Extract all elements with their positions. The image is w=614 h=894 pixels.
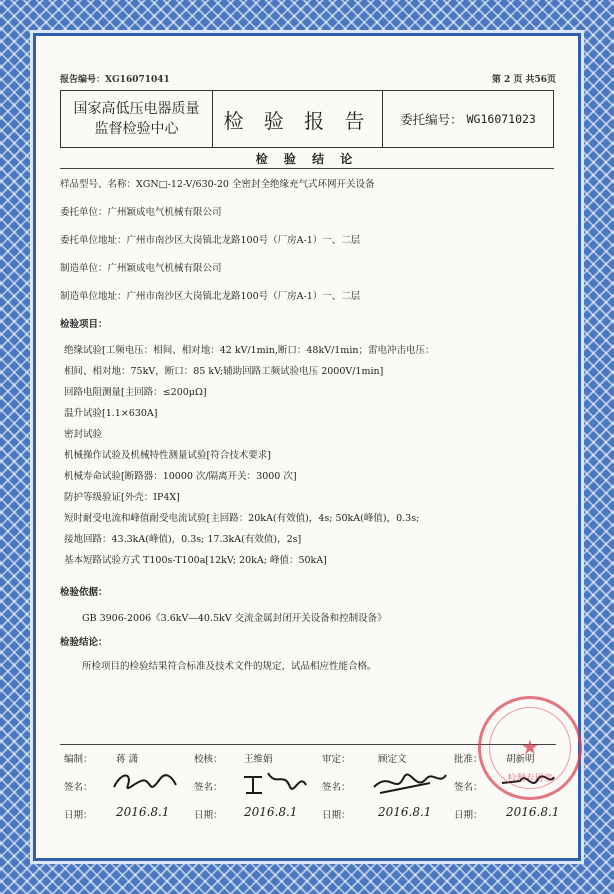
page-info: 第 2 页 共56页 — [491, 75, 556, 85]
reviewed-label: 审定： — [322, 754, 351, 765]
basis-label: 检验依据： — [60, 587, 108, 598]
sign-label: 签名： — [454, 782, 483, 793]
date-label: 日期： — [64, 810, 93, 821]
client: 委托单位：广州颖成电气机械有限公司 — [60, 207, 222, 218]
result-text: 所检项目的检验结果符合标准及技术文件的规定，试品相应性能合格。 — [82, 661, 377, 672]
date-approved: 2016.8.1 — [506, 805, 560, 819]
org-name: 国家高低压电器质量 监督检验中心 — [61, 91, 213, 147]
signature-reviewed — [370, 765, 450, 797]
test-item: 密封试验 — [64, 429, 103, 440]
test-item: 回路电阻测量[主回路：≤200μΩ] — [64, 387, 207, 398]
date-label: 日期： — [322, 810, 351, 821]
prepared-label: 编制： — [64, 754, 93, 765]
sign-label: 签名： — [64, 782, 93, 793]
report-page — [36, 36, 578, 858]
test-item: 防护等级验证[外壳：IP4X] — [64, 492, 180, 503]
sign-label: 签名： — [322, 782, 351, 793]
reviewed-name: 顾定文 — [378, 754, 407, 765]
title-table — [60, 90, 554, 148]
report-number: 报告编号：XG16071041 — [60, 75, 170, 85]
signature-prepared — [110, 767, 180, 797]
test-item: 温升试验[1.1×630A] — [64, 408, 158, 419]
test-item: 短时耐受电流和峰值耐受电流试验[主回路：20kA(有效值)，4s; 50kA(峰值)，0.3s; — [64, 513, 420, 524]
commission-number: 委托编号： WG16071023 — [400, 112, 536, 127]
stamp-text: 检测专用章 — [507, 774, 553, 784]
date-label: 日期： — [194, 810, 223, 821]
date-reviewed: 2016.8.1 — [378, 805, 432, 819]
star-icon: ★ — [521, 735, 539, 759]
client-address: 委托单位地址：广州市南沙区大岗镇北龙路100号（厂房A-1）一、二层 — [60, 235, 361, 246]
prepared-name: 蒋 潇 — [116, 754, 139, 765]
conclusion-title: 检 验 结 论 — [60, 150, 554, 169]
result-label: 检验结论： — [60, 637, 108, 648]
sign-label: 签名： — [194, 782, 223, 793]
date-checked: 2016.8.1 — [244, 805, 298, 819]
test-items-list — [64, 340, 556, 571]
sample-model: 样品型号、名称：XGN□-12-V/630-20 全密封全绝缘充气式环网开关设备 — [60, 179, 375, 190]
page-header — [60, 72, 556, 86]
basis-text: GB 3906-2006《3.6kV—40.5kV 交流金属封闭开关设备和控制设备》 — [82, 613, 387, 624]
date-label: 日期： — [454, 810, 483, 821]
signature-checked — [240, 767, 310, 797]
doc-title: 检 验 报 告 — [213, 91, 383, 147]
checked-name: 王维娟 — [244, 754, 273, 765]
test-item: 相间、相对地：75kV，断口：85 kV;辅助回路工频试验电压 2000V/1min] — [64, 366, 384, 377]
manufacturer-address: 制造单位地址：广州市南沙区大岗镇北龙路100号（厂房A-1）一、二层 — [60, 291, 361, 302]
test-item: 机械操作试验及机械特性测量试验[符合技术要求] — [64, 450, 271, 461]
test-item: 基本短路试验方式 T100s-T100a[12kV; 20kA; 峰值：50kA] — [64, 555, 327, 566]
test-item: 绝缘试验[工频电压：相间、相对地：42 kV/1min,断口：48kV/1min；雷电冲击电压： — [64, 345, 435, 356]
checked-label: 校核： — [194, 754, 223, 765]
date-prepared: 2016.8.1 — [116, 805, 170, 819]
test-items-label: 检验项目： — [60, 319, 108, 330]
test-item: 接地回路：43.3kA(峰值)，0.3s; 17.3kA(有效值)，2s] — [64, 534, 302, 545]
manufacturer: 制造单位：广州颖成电气机械有限公司 — [60, 263, 222, 274]
approved-name: 胡新明 — [506, 754, 535, 765]
approved-label: 批准： — [454, 754, 483, 765]
test-item: 机械寿命试验[断路器：10000 次/隔离开关：3000 次] — [64, 471, 297, 482]
official-stamp — [478, 696, 582, 800]
